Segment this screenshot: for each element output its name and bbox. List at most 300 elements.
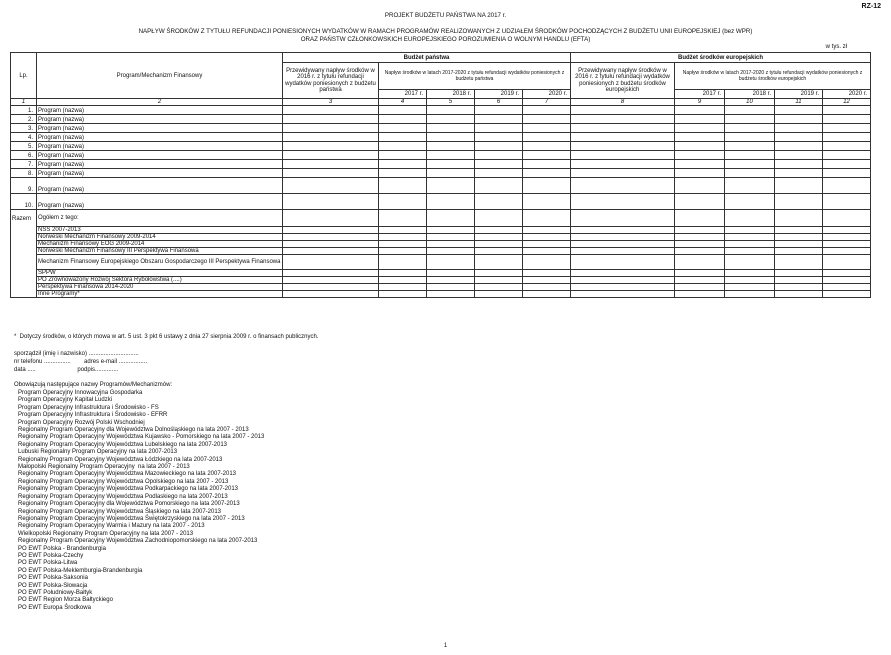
program-list-item: Regionalny Program Operacyjny Województwa Opolskiego na lata 2007 - 2013 [18, 478, 229, 485]
value-cell[interactable] [725, 255, 775, 270]
program-list-item: PO EWT Polska - Brandenburgia [18, 545, 106, 552]
row-program-name[interactable]: Program (nazwa) [37, 178, 283, 194]
value-cell[interactable] [523, 241, 571, 248]
row-lp: 9. [11, 178, 37, 194]
value-cell[interactable] [675, 227, 725, 234]
value-cell[interactable] [775, 270, 823, 277]
value-cell[interactable] [675, 270, 725, 277]
value-cell[interactable] [775, 133, 823, 142]
page-number: 1 [443, 643, 448, 649]
value-cell[interactable] [427, 227, 475, 234]
value-cell[interactable] [571, 241, 675, 248]
value-cell[interactable] [283, 227, 379, 234]
value-cell[interactable] [379, 106, 427, 115]
value-cell[interactable] [775, 291, 823, 298]
value-cell[interactable] [571, 178, 675, 194]
value-cell[interactable] [475, 277, 523, 284]
value-cell[interactable] [475, 115, 523, 124]
value-cell[interactable] [523, 160, 571, 169]
value-cell[interactable] [571, 169, 675, 178]
value-cell[interactable] [523, 151, 571, 160]
program-row [11, 124, 871, 133]
header-be-years: Napływ środków w latach 2017-2020 z tytułu refundacji wydatków poniesionych z budżetu środków europejskich [675, 63, 871, 90]
value-cell[interactable] [283, 124, 379, 133]
value-cell[interactable] [475, 234, 523, 241]
value-cell[interactable] [475, 284, 523, 291]
value-cell[interactable] [475, 241, 523, 248]
value-cell[interactable] [283, 284, 379, 291]
value-cell[interactable] [427, 160, 475, 169]
row-lp: 7. [11, 160, 37, 169]
row-program-name[interactable]: Program (nazwa) [37, 115, 283, 124]
program-list-item: Program Operacyjny Infrastruktura i Środowisko - EFRR [18, 412, 168, 419]
mechanism-name: Norweski Mechanizm Finansowy III Perspektywa Finansowa [37, 248, 283, 255]
value-cell[interactable] [725, 270, 775, 277]
column-number: 12 [823, 99, 871, 106]
value-cell[interactable] [283, 248, 379, 255]
value-cell[interactable] [475, 133, 523, 142]
column-number: 9 [675, 99, 725, 106]
value-cell[interactable] [427, 106, 475, 115]
column-number: 8 [571, 99, 675, 106]
value-cell[interactable] [379, 291, 427, 298]
column-number: 10 [725, 99, 775, 106]
value-cell[interactable] [571, 115, 675, 124]
row-program-name[interactable]: Program (nazwa) [37, 124, 283, 133]
value-cell[interactable] [475, 270, 523, 277]
value-cell[interactable] [775, 178, 823, 194]
value-cell[interactable] [379, 160, 427, 169]
value-cell[interactable] [379, 255, 427, 270]
value-cell[interactable] [775, 234, 823, 241]
value-cell[interactable] [775, 115, 823, 124]
value-cell[interactable] [725, 194, 775, 210]
value-cell[interactable] [427, 291, 475, 298]
row-lp: 2. [11, 115, 37, 124]
refund-table [10, 52, 871, 298]
value-cell[interactable] [725, 160, 775, 169]
value-cell[interactable] [379, 241, 427, 248]
program-list-item: Regionalny Program Operacyjny Województwa Podkarpackiego na lata 2007-2013 [18, 486, 239, 493]
value-cell[interactable] [775, 151, 823, 160]
header-budzet-panstwa: Budżet państwa [283, 53, 571, 63]
row-program-name[interactable]: Program (nazwa) [37, 194, 283, 210]
value-cell[interactable] [823, 277, 871, 284]
value-cell[interactable] [379, 178, 427, 194]
value-cell[interactable] [675, 210, 725, 227]
value-cell[interactable] [823, 124, 871, 133]
value-cell[interactable] [725, 291, 775, 298]
value-cell[interactable] [675, 234, 725, 241]
value-cell[interactable] [571, 270, 675, 277]
row-program-name[interactable]: Program (nazwa) [37, 151, 283, 160]
program-list-item: Małopolski Regionalny Program Operacyjny na lata 2007 - 2013 [18, 464, 190, 471]
value-cell[interactable] [775, 210, 823, 227]
value-cell[interactable] [823, 248, 871, 255]
column-number: 7 [523, 99, 571, 106]
value-cell[interactable] [775, 248, 823, 255]
program-list-item: Regionalny Program Operacyjny Województwa Mazowieckiego na lata 2007-2013 [18, 471, 237, 478]
program-list-item: Regionalny Program Operacyjny Województwa Lubelskiego na lata 2007-2013 [18, 441, 228, 448]
value-cell[interactable] [427, 115, 475, 124]
value-cell[interactable] [725, 115, 775, 124]
value-cell[interactable] [379, 227, 427, 234]
value-cell[interactable] [283, 106, 379, 115]
program-row [11, 194, 871, 210]
value-cell[interactable] [283, 133, 379, 142]
value-cell[interactable] [427, 142, 475, 151]
value-cell[interactable] [283, 234, 379, 241]
value-cell[interactable] [571, 210, 675, 227]
value-cell[interactable] [571, 284, 675, 291]
mechanism-row [11, 277, 871, 284]
value-cell[interactable] [475, 178, 523, 194]
mechanism-name: Perspektywa Finansowa 2014-2020 [37, 284, 283, 291]
program-list-item: Program Operacyjny Kapitał Ludzki [18, 397, 113, 404]
value-cell[interactable] [283, 178, 379, 194]
value-cell[interactable] [823, 106, 871, 115]
value-cell[interactable] [379, 210, 427, 227]
value-cell[interactable] [725, 210, 775, 227]
value-cell[interactable] [725, 234, 775, 241]
value-cell[interactable] [427, 178, 475, 194]
value-cell[interactable] [725, 106, 775, 115]
value-cell[interactable] [675, 178, 725, 194]
value-cell[interactable] [675, 142, 725, 151]
value-cell[interactable] [823, 210, 871, 227]
value-cell[interactable] [675, 248, 725, 255]
value-cell[interactable] [823, 115, 871, 124]
value-cell[interactable] [675, 151, 725, 160]
value-cell[interactable] [725, 124, 775, 133]
value-cell[interactable] [475, 248, 523, 255]
value-cell[interactable] [725, 227, 775, 234]
value-cell[interactable] [523, 234, 571, 241]
value-cell[interactable] [775, 124, 823, 133]
value-cell[interactable] [775, 169, 823, 178]
row-lp: 5. [11, 142, 37, 151]
value-cell[interactable] [571, 227, 675, 234]
value-cell[interactable] [523, 106, 571, 115]
program-list-item: Wielkopolski Regionalny Program Operacyjny na lata 2007 - 2013 [18, 530, 194, 537]
row-lp: 10. [11, 194, 37, 210]
value-cell[interactable] [775, 142, 823, 151]
value-cell[interactable] [427, 169, 475, 178]
unit-label: w tys. zł [825, 44, 847, 50]
value-cell[interactable] [823, 270, 871, 277]
value-cell[interactable] [725, 241, 775, 248]
value-cell[interactable] [379, 142, 427, 151]
mechanism-row [11, 270, 871, 277]
value-cell[interactable] [523, 142, 571, 151]
value-cell[interactable] [775, 194, 823, 210]
ogolem-label: Ogółem z tego: [37, 210, 283, 227]
value-cell[interactable] [283, 160, 379, 169]
value-cell[interactable] [675, 115, 725, 124]
value-cell[interactable] [379, 115, 427, 124]
value-cell[interactable] [571, 151, 675, 160]
column-number: 4 [379, 99, 427, 106]
value-cell[interactable] [571, 194, 675, 210]
value-cell[interactable] [427, 133, 475, 142]
value-cell[interactable] [283, 277, 379, 284]
value-cell[interactable] [675, 124, 725, 133]
value-cell[interactable] [523, 124, 571, 133]
program-row [11, 160, 871, 169]
program-list-item: Regionalny Program Operacyjny Województwa Świętokrzyskiego na lata 2007 - 2013 [18, 515, 245, 522]
value-cell[interactable] [675, 291, 725, 298]
value-cell[interactable] [283, 115, 379, 124]
value-cell[interactable] [427, 151, 475, 160]
value-cell[interactable] [523, 277, 571, 284]
value-cell[interactable] [523, 255, 571, 270]
value-cell[interactable] [823, 241, 871, 248]
value-cell[interactable] [283, 270, 379, 277]
program-list-item: Lubuski Regionalny Program Operacyjny na lata 2007-2013 [18, 449, 178, 456]
value-cell[interactable] [523, 248, 571, 255]
value-cell[interactable] [823, 284, 871, 291]
program-row [11, 115, 871, 124]
mechanism-row [11, 291, 871, 298]
value-cell[interactable] [571, 106, 675, 115]
value-cell[interactable] [475, 291, 523, 298]
value-cell[interactable] [571, 234, 675, 241]
value-cell[interactable] [379, 284, 427, 291]
value-cell[interactable] [571, 142, 675, 151]
value-cell[interactable] [475, 255, 523, 270]
value-cell[interactable] [823, 194, 871, 210]
value-cell[interactable] [725, 133, 775, 142]
value-cell[interactable] [523, 194, 571, 210]
mechanism-row [11, 234, 871, 241]
value-cell[interactable] [427, 284, 475, 291]
value-cell[interactable] [675, 106, 725, 115]
value-cell[interactable] [475, 194, 523, 210]
value-cell[interactable] [675, 194, 725, 210]
value-cell[interactable] [725, 169, 775, 178]
program-list-item: PO EWT Polska-Słowacja [18, 582, 88, 589]
value-cell[interactable] [725, 178, 775, 194]
row-program-name[interactable]: Program (nazwa) [37, 106, 283, 115]
value-cell[interactable] [523, 270, 571, 277]
value-cell[interactable] [675, 241, 725, 248]
subtitle-line-1: NAPŁYW ŚRODKÓW Z TYTUŁU REFUNDACJI PONIESIONYCH WYDATKÓW W RAMACH PROGRAMÓW REALIZOWANYCH Z UDZIAŁEM ŚRODKÓW POCHODZĄCYCH Z BUDŻETU UNII EUROPEJSKIEJ (bez WPR) [138, 28, 753, 35]
value-cell[interactable] [775, 106, 823, 115]
value-cell[interactable] [725, 151, 775, 160]
value-cell[interactable] [379, 169, 427, 178]
value-cell[interactable] [823, 151, 871, 160]
value-cell[interactable] [823, 291, 871, 298]
value-cell[interactable] [675, 277, 725, 284]
subtitle-line-2: ORAZ PAŃSTW CZŁONKOWSKICH EUROPEJSKIEGO POROZUMIENIA O WOLNYM HANDLU (EFTA) [300, 36, 591, 43]
program-row [11, 133, 871, 142]
value-cell[interactable] [523, 178, 571, 194]
program-list-item: Regionalny Program Operacyjny Warmia i Mazury na lata 2007 - 2013 [18, 523, 205, 530]
mechanism-name: SPPW [37, 270, 283, 277]
row-program-name[interactable]: Program (nazwa) [37, 133, 283, 142]
value-cell[interactable] [379, 194, 427, 210]
header-lp: Lp. [11, 53, 37, 99]
header-be-forecast: Przewidywany napływ środków w 2016 r. z tytułu refundacji wydatków poniesionych z budżetu środków europejskich [571, 63, 675, 99]
value-cell[interactable] [823, 234, 871, 241]
value-cell[interactable] [283, 151, 379, 160]
value-cell[interactable] [775, 160, 823, 169]
mechanism-row [11, 241, 871, 248]
header-bp-years: Napływ środków w latach 2017-2020 z tytułu refundacji wydatków poniesionych z budżetu państwa [379, 63, 571, 90]
mechanism-name: NSS 2007-2013 [37, 227, 283, 234]
value-cell[interactable] [775, 241, 823, 248]
value-cell[interactable] [823, 255, 871, 270]
row-lp: 6. [11, 151, 37, 160]
value-cell[interactable] [379, 277, 427, 284]
program-row [11, 178, 871, 194]
value-cell[interactable] [283, 142, 379, 151]
value-cell[interactable] [523, 169, 571, 178]
value-cell[interactable] [571, 248, 675, 255]
mechanism-name: Inne Programy* [37, 291, 283, 298]
value-cell[interactable] [675, 133, 725, 142]
year-header-bp: 2019 r. [475, 90, 523, 99]
value-cell[interactable] [823, 178, 871, 194]
value-cell[interactable] [427, 270, 475, 277]
value-cell[interactable] [523, 227, 571, 234]
value-cell[interactable] [475, 210, 523, 227]
program-row [11, 151, 871, 160]
value-cell[interactable] [427, 194, 475, 210]
year-header-be: 2020 r. [823, 90, 871, 99]
year-header-bp: 2018 r. [427, 90, 475, 99]
value-cell[interactable] [775, 255, 823, 270]
value-cell[interactable] [475, 169, 523, 178]
mechanism-row [11, 248, 871, 255]
value-cell[interactable] [283, 291, 379, 298]
value-cell[interactable] [725, 142, 775, 151]
value-cell[interactable] [427, 210, 475, 227]
program-list-item: Regionalny Program Operacyjny dla Województwa Pomorskiego na lata 2007-2013 [18, 501, 240, 508]
value-cell[interactable] [675, 160, 725, 169]
program-list-item: PO EWT Polska-Meklemburgia-Brandenburgia [18, 567, 143, 574]
value-cell[interactable] [775, 227, 823, 234]
header-budzet-srodkow-europejskich: Budżet środków europejskich [571, 53, 871, 63]
value-cell[interactable] [571, 124, 675, 133]
value-cell[interactable] [283, 241, 379, 248]
value-cell[interactable] [523, 210, 571, 227]
value-cell[interactable] [427, 124, 475, 133]
program-list-item: Program Operacyjny Rozwój Polski Wschodniej [18, 419, 145, 426]
program-list-item: Program Operacyjny Infrastruktura i Środowisko - FS [18, 404, 159, 411]
value-cell[interactable] [775, 284, 823, 291]
value-cell[interactable] [379, 234, 427, 241]
value-cell[interactable] [775, 277, 823, 284]
value-cell[interactable] [823, 169, 871, 178]
value-cell[interactable] [427, 277, 475, 284]
value-cell[interactable] [379, 151, 427, 160]
value-cell[interactable] [283, 210, 379, 227]
value-cell[interactable] [475, 160, 523, 169]
value-cell[interactable] [379, 124, 427, 133]
value-cell[interactable] [427, 234, 475, 241]
year-header-bp: 2020 r. [523, 90, 571, 99]
value-cell[interactable] [823, 142, 871, 151]
year-header-be: 2018 r. [725, 90, 775, 99]
value-cell[interactable] [725, 248, 775, 255]
year-header-be: 2017 r. [675, 90, 725, 99]
value-cell[interactable] [571, 133, 675, 142]
value-cell[interactable] [675, 169, 725, 178]
value-cell[interactable] [475, 106, 523, 115]
footnote: * Dotyczy środków, o których mowa w art. 5 ust. 3 pkt 6 ustawy z dnia 27 sierpnia 2009 r. o finansach publicznych. [14, 334, 319, 340]
mechanism-name: PO Zrównoważony Rozwój Sektora Rybołówstwa (....) [37, 277, 283, 284]
value-cell[interactable] [379, 270, 427, 277]
value-cell[interactable] [675, 255, 725, 270]
row-lp: 3. [11, 124, 37, 133]
row-program-name[interactable]: Program (nazwa) [37, 142, 283, 151]
mechanism-name: Norweski Mechanizm Finansowy 2009-2014 [37, 234, 283, 241]
mechanism-row [11, 227, 871, 234]
program-list-item: PO EWT Region Morza Bałtyckiego [18, 597, 113, 604]
value-cell[interactable] [571, 277, 675, 284]
value-cell[interactable] [523, 133, 571, 142]
signature-contact: nr telefonu ................ adres e-mail ................. [14, 359, 148, 365]
value-cell[interactable] [571, 255, 675, 270]
column-number: 3 [283, 99, 379, 106]
signature-name: sporządził (imię i nazwisko) .............................. [14, 351, 139, 357]
value-cell[interactable] [675, 284, 725, 291]
value-cell[interactable] [475, 227, 523, 234]
program-list-item: Regionalny Program Operacyjny dla Województwa Dolnośląskiego na lata 2007 - 2013 [18, 427, 249, 434]
program-list [18, 390, 264, 612]
value-cell[interactable] [823, 160, 871, 169]
row-program-name[interactable]: Program (nazwa) [37, 169, 283, 178]
value-cell[interactable] [475, 142, 523, 151]
value-cell[interactable] [283, 194, 379, 210]
program-list-item: PO EWT Polska-Saksonia [18, 575, 88, 582]
program-list-item: Regionalny Program Operacyjny Województwa Łódzkiego na lata 2007-2013 [18, 456, 223, 463]
value-cell[interactable] [523, 115, 571, 124]
value-cell[interactable] [725, 277, 775, 284]
program-list-item: PO EWT Europa Środkowa [18, 604, 91, 611]
value-cell[interactable] [475, 124, 523, 133]
program-list-item: PO EWT Polska-Litwa [18, 560, 78, 567]
value-cell[interactable] [427, 255, 475, 270]
value-cell[interactable] [283, 255, 379, 270]
mechanism-row [11, 255, 871, 270]
page-title: PROJEKT BUDŻETU PAŃSTWA NA 2017 r. [384, 12, 507, 19]
column-number: 6 [475, 99, 523, 106]
value-cell[interactable] [571, 160, 675, 169]
row-program-name[interactable]: Program (nazwa) [37, 160, 283, 169]
program-list-item: Regionalny Program Operacyjny Województwa Podlaskiego na lata 2007-2013 [18, 493, 228, 500]
value-cell[interactable] [427, 248, 475, 255]
value-cell[interactable] [379, 133, 427, 142]
value-cell[interactable] [379, 248, 427, 255]
value-cell[interactable] [283, 169, 379, 178]
header-bp-forecast: Przewidywany napływ środków w 2016 r. z tytułu refundacji wydatków poniesionych z budżetu państwa [283, 63, 379, 99]
value-cell[interactable] [823, 227, 871, 234]
value-cell[interactable] [523, 291, 571, 298]
value-cell[interactable] [475, 151, 523, 160]
column-number: 11 [775, 99, 823, 106]
column-number: 1 [11, 99, 37, 106]
header-program: Program/Mechanizm Finansowy [37, 53, 283, 99]
value-cell[interactable] [523, 284, 571, 291]
value-cell[interactable] [427, 241, 475, 248]
program-list-item: Regionalny Program Operacyjny Województwa Kujawsko - Pomorskiego na lata 2007 - 2013 [18, 434, 265, 441]
year-header-be: 2019 r. [775, 90, 823, 99]
value-cell[interactable] [823, 133, 871, 142]
value-cell[interactable] [571, 291, 675, 298]
value-cell[interactable] [725, 284, 775, 291]
